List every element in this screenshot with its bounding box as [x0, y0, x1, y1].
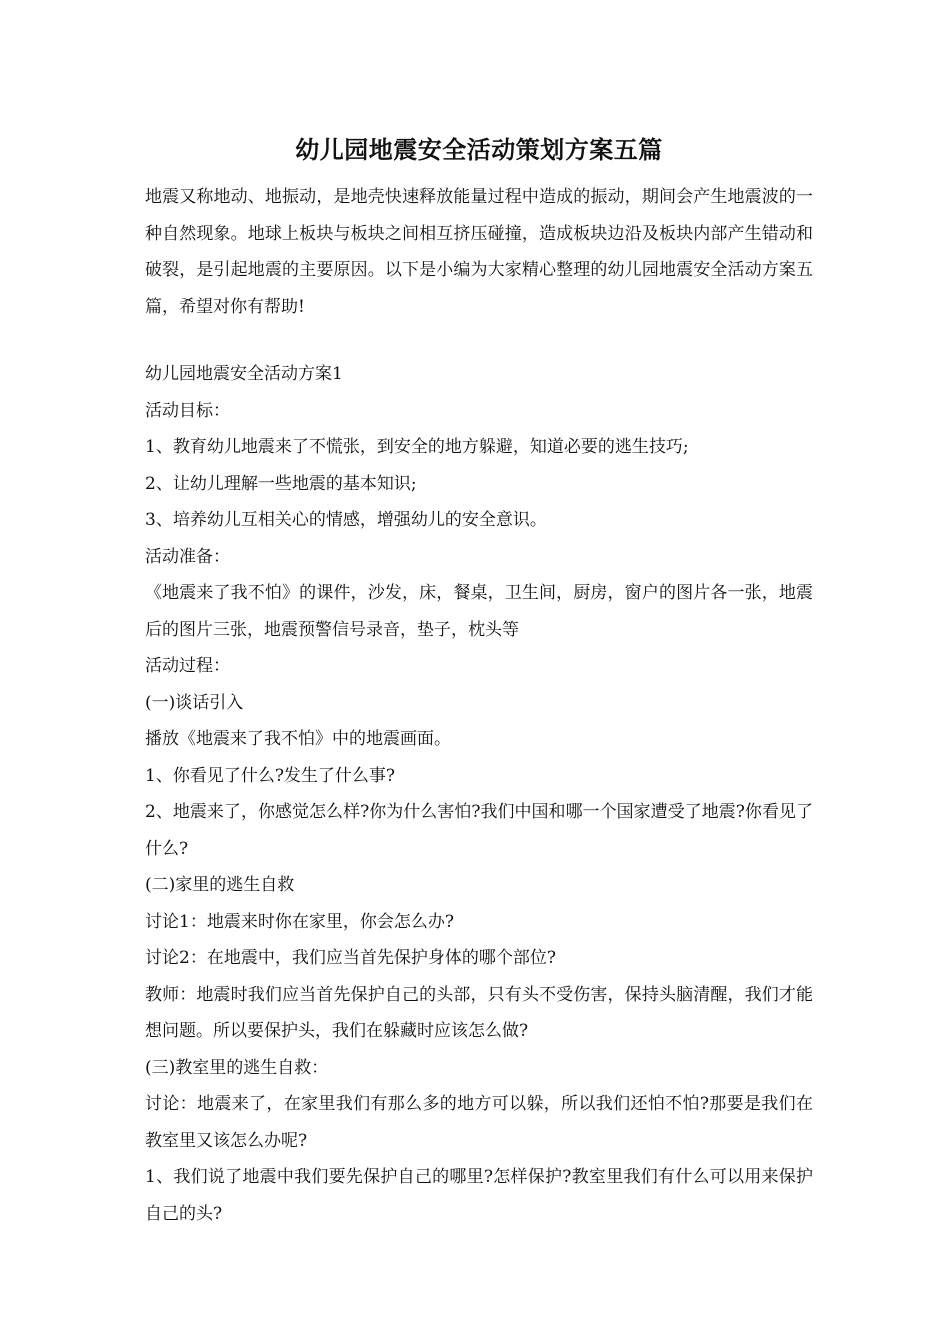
goal-item: 2、让幼儿理解一些地震的基本知识; [145, 473, 417, 494]
subheading-process: 活动过程： [145, 656, 230, 676]
goal-item: 3、培养幼儿互相关心的情感，增强幼儿的安全意识。 [145, 510, 547, 530]
question-item: 2、地震来了，你感觉怎么样?你为什么害怕?我们中国和哪一个国家遭受了地震?你看见了什么? [145, 802, 813, 859]
process-step-heading: (一)谈话引入 [145, 692, 244, 713]
process-step-heading: (三)教室里的逃生自救： [145, 1057, 329, 1078]
subheading-preparation: 活动准备： [145, 546, 230, 567]
goal-item: 1、教育幼儿地震来了不慌张，到安全的地方躲避，知道必要的逃生技巧; [145, 437, 689, 457]
intro-paragraph: 地震又称地动、地振动，是地壳快速释放能量过程中造成的振动，期间会产生地震波的一种自然现象。地球上板块与板块之间相互挤压碰撞，造成板块边沿及板块内部产生错动和破裂，是引起地震的主要原因。以下是小编为大家精心整理的幼儿园地震安全活动方案五篇，希望对你有帮助! [145, 187, 813, 317]
section-spacer [145, 325, 813, 356]
process-text: 播放《地震来了我不怕》中的地震画面。 [145, 729, 451, 749]
section-heading: 幼儿园地震安全活动方案1 [145, 364, 343, 384]
discussion-item: 讨论2：在地震中，我们应当首先保护身体的哪个部位? [145, 948, 556, 968]
discussion-item: 讨论1：地震来时你在家里，你会怎么办? [145, 911, 454, 932]
subheading-goals: 活动目标： [145, 400, 230, 421]
discussion-item: 讨论：地震来了，在家里我们有那么多的地方可以躲，所以我们还怕不怕?那要是我们在教室里又该怎么办呢? [145, 1094, 813, 1151]
process-step-heading: (二)家里的逃生自救 [145, 875, 295, 895]
question-item: 1、我们说了地震中我们要先保护自己的哪里?怎样保护?教室里我们有什么可以用来保护自己的头? [145, 1167, 813, 1224]
teacher-text: 教师：地震时我们应当首先保护自己的头部，只有头不受伤害，保持头脑清醒，我们才能想问题。所以要保护头，我们在躲藏时应该怎么做? [145, 984, 813, 1041]
document-title: 幼儿园地震安全活动策划方案五篇 [295, 135, 663, 164]
question-item: 1、你看见了什么?发生了什么事? [145, 765, 396, 786]
preparation-text: 《地震来了我不怕》的课件，沙发，床，餐桌，卫生间，厨房，窗户的图片各一张，地震后的图片三张，地震预警信号录音，垫子，枕头等 [145, 583, 813, 640]
document-body [145, 130, 813, 1232]
